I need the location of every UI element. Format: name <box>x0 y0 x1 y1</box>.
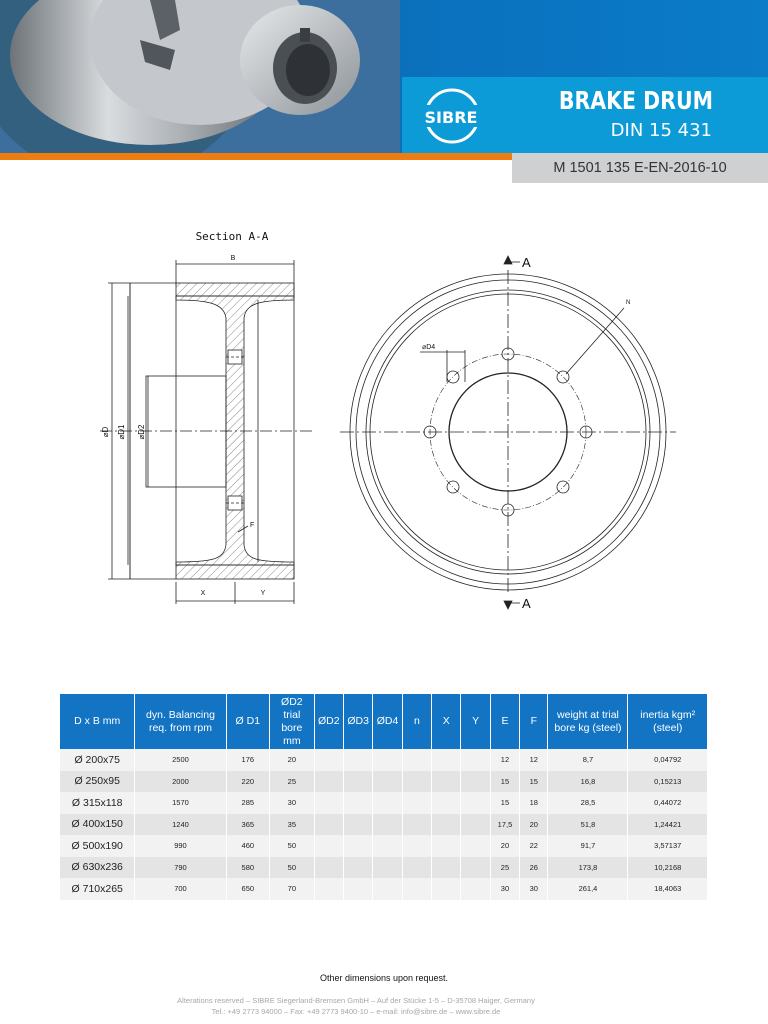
table-cell: 460 <box>226 835 270 857</box>
table-cell <box>373 792 402 814</box>
section-view <box>100 260 312 604</box>
table-cell: 1240 <box>135 814 226 836</box>
table-cell: 0,44072 <box>628 792 707 814</box>
table-cell: 15 <box>490 792 519 814</box>
table-cell <box>461 814 490 836</box>
table-cell <box>402 792 431 814</box>
table-cell: Ø 200x75 <box>60 749 135 771</box>
table-cell: 10,2168 <box>628 857 707 879</box>
table-cell: Ø 315x118 <box>60 792 135 814</box>
table-cell <box>402 878 431 900</box>
footer-address: Alterations reserved – SIBRE Siegerland-Bremsen GmbH – Auf der Stücke 1-5 – D-35708 Haiger, Germany <box>177 996 535 1005</box>
table-cell <box>343 857 372 879</box>
table-cell: Ø 400x150 <box>60 814 135 836</box>
table-cell <box>373 771 402 793</box>
table-cell: 12 <box>520 749 548 771</box>
table-cell: 20 <box>490 835 519 857</box>
table-row <box>60 749 707 771</box>
table-cell <box>343 878 372 900</box>
table-cell <box>461 857 490 879</box>
table-cell: 16,8 <box>548 771 628 793</box>
label-f: F <box>250 522 255 529</box>
table-cell: 3,57137 <box>628 835 707 857</box>
table-cell: 25 <box>270 771 315 793</box>
table-cell: 28,5 <box>548 792 628 814</box>
table-row <box>60 878 707 900</box>
label-d2: ⌀D2 <box>137 424 146 440</box>
label-d: ⌀D <box>101 426 110 438</box>
footer-note: Other dimensions upon request. <box>319 973 449 983</box>
table-cell: 1,24421 <box>628 814 707 836</box>
table-cell <box>432 857 461 879</box>
col-header-d2: ØD2 <box>314 694 343 749</box>
table-row <box>60 857 707 879</box>
table-cell: 15 <box>520 771 548 793</box>
table-cell <box>343 814 372 836</box>
table-cell <box>402 749 431 771</box>
table-cell <box>314 835 343 857</box>
table-cell <box>461 878 490 900</box>
table-cell: 91,7 <box>548 835 628 857</box>
table-cell: 176 <box>226 749 270 771</box>
section-title: Section A-A <box>195 230 269 243</box>
table-cell <box>432 792 461 814</box>
table-cell: 790 <box>135 857 226 879</box>
table-cell <box>314 771 343 793</box>
table-row <box>60 814 707 836</box>
table-cell: 990 <box>135 835 226 857</box>
label-section-mark-top: A <box>522 255 531 270</box>
table-cell <box>432 835 461 857</box>
col-header-e: E <box>490 694 519 749</box>
table-cell: 50 <box>270 835 315 857</box>
col-header-d3: ØD3 <box>343 694 372 749</box>
table-cell <box>314 814 343 836</box>
table-cell: 35 <box>270 814 315 836</box>
col-header-d1: Ø D1 <box>226 694 270 749</box>
col-header-n: n <box>402 694 431 749</box>
table-cell: 650 <box>226 878 270 900</box>
table-cell <box>432 814 461 836</box>
table-cell <box>343 771 372 793</box>
col-header-balancing: dyn. Balancing req. from rpm <box>135 694 226 749</box>
sibre-logo <box>412 88 490 144</box>
page-header <box>0 0 768 176</box>
table-cell: 30 <box>270 792 315 814</box>
page-subtitle: DIN 15 431 <box>610 120 712 141</box>
table-cell <box>343 835 372 857</box>
table-cell <box>402 835 431 857</box>
table-header-row <box>60 694 707 749</box>
table-cell: 1570 <box>135 792 226 814</box>
dimensions-table <box>60 694 707 900</box>
table-cell <box>432 749 461 771</box>
table-cell: 2000 <box>135 771 226 793</box>
table-cell <box>461 835 490 857</box>
table-cell: 2500 <box>135 749 226 771</box>
table-cell <box>432 878 461 900</box>
table-cell <box>461 749 490 771</box>
table-cell: 50 <box>270 857 315 879</box>
technical-drawing <box>0 200 768 620</box>
table-cell: Ø 710x265 <box>60 878 135 900</box>
table-cell: 22 <box>520 835 548 857</box>
table-cell <box>461 792 490 814</box>
table-row <box>60 835 707 857</box>
table-cell: Ø 250x95 <box>60 771 135 793</box>
table-cell: 365 <box>226 814 270 836</box>
table-cell <box>343 792 372 814</box>
table-cell <box>432 771 461 793</box>
col-header-inertia: inertia kgm² (steel) <box>628 694 707 749</box>
table-cell: 70 <box>270 878 315 900</box>
table-cell: Ø 630x236 <box>60 857 135 879</box>
table-cell <box>314 749 343 771</box>
table-cell: 700 <box>135 878 226 900</box>
col-header-dxb: D x B mm <box>60 694 135 749</box>
table-cell: 30 <box>490 878 519 900</box>
table-row <box>60 771 707 793</box>
table-cell <box>343 749 372 771</box>
footer-contact: Tel.: +49 2773 94000 – Fax: +49 2773 9400-10 – e-mail: info@sibre.de – www.sibre.de <box>211 1007 501 1016</box>
header-accent-bar <box>0 153 512 160</box>
col-header-d4: ØD4 <box>373 694 402 749</box>
col-header-d2-trial-bore: ØD2 trial bore mm <box>270 694 315 749</box>
table-cell: 18,4063 <box>628 878 707 900</box>
label-d1: ⌀D1 <box>117 424 126 440</box>
table-cell: 17,5 <box>490 814 519 836</box>
table-cell <box>373 857 402 879</box>
table-cell <box>461 771 490 793</box>
table-cell: 0,04792 <box>628 749 707 771</box>
table-cell: 30 <box>520 878 548 900</box>
page-title: BRAKE DRUM <box>558 86 713 115</box>
label-d4: ⌀D4 <box>422 344 436 351</box>
front-view <box>340 256 676 609</box>
label-b: B <box>230 255 236 262</box>
table-cell: 26 <box>520 857 548 879</box>
label-x: X <box>200 590 206 597</box>
table-cell: 0,15213 <box>628 771 707 793</box>
table-row <box>60 792 707 814</box>
table-cell <box>402 814 431 836</box>
table-cell: Ø 500x190 <box>60 835 135 857</box>
table-cell <box>314 878 343 900</box>
table-cell <box>373 749 402 771</box>
table-cell <box>402 771 431 793</box>
table-cell: 15 <box>490 771 519 793</box>
col-header-x: X <box>432 694 461 749</box>
product-photo <box>0 0 400 153</box>
table-body <box>60 749 707 900</box>
table-cell: 285 <box>226 792 270 814</box>
table-cell: 18 <box>520 792 548 814</box>
table-cell: 261,4 <box>548 878 628 900</box>
table-cell: 580 <box>226 857 270 879</box>
table-cell <box>373 835 402 857</box>
label-y: Y <box>260 590 266 597</box>
table-cell: 220 <box>226 771 270 793</box>
table-cell: 173,8 <box>548 857 628 879</box>
document-number: M 1501 135 E-EN-2016-10 <box>512 153 768 183</box>
col-header-weight: weight at trial bore kg (steel) <box>548 694 628 749</box>
table-cell: 20 <box>520 814 548 836</box>
col-header-f: F <box>520 694 548 749</box>
label-n: N <box>626 300 631 306</box>
table-cell: 8,7 <box>548 749 628 771</box>
label-section-mark-bottom: A <box>522 596 531 611</box>
table-cell: 51,8 <box>548 814 628 836</box>
table-cell <box>314 857 343 879</box>
table-cell <box>373 878 402 900</box>
table-cell: 25 <box>490 857 519 879</box>
col-header-y: Y <box>461 694 490 749</box>
table-cell <box>373 814 402 836</box>
table-cell: 20 <box>270 749 315 771</box>
table-cell <box>314 792 343 814</box>
table-cell <box>402 857 431 879</box>
svg-text:SIBRE: SIBRE <box>424 108 478 127</box>
table-cell: 12 <box>490 749 519 771</box>
